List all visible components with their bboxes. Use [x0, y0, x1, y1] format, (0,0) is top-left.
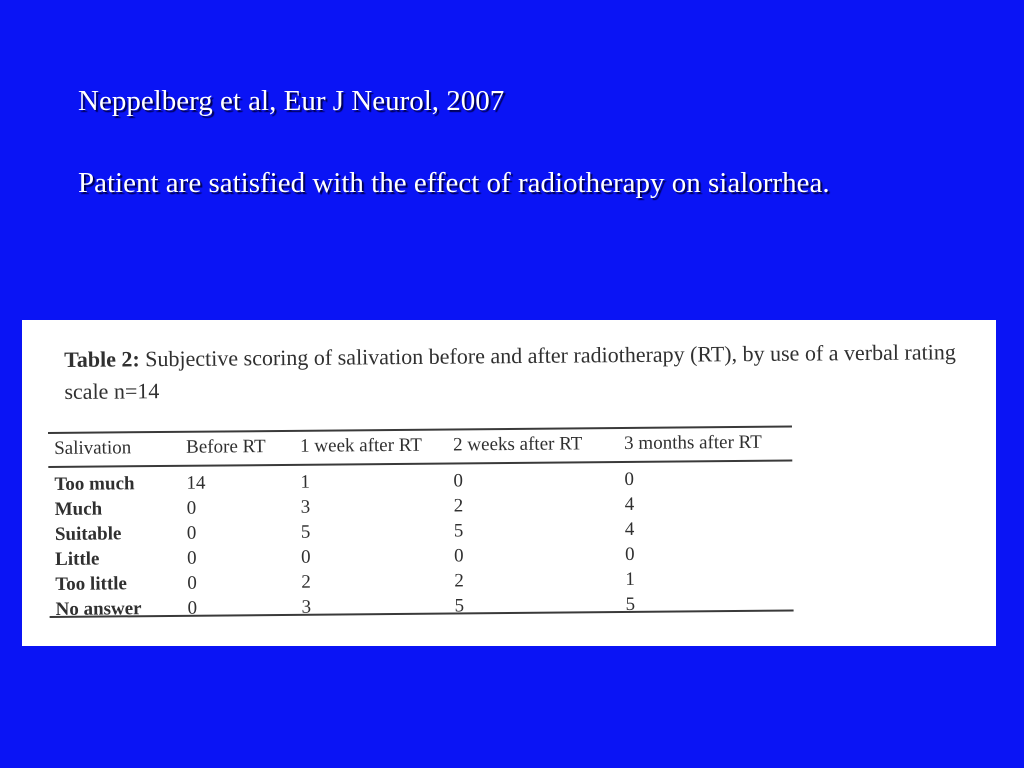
table-cell: 4 [624, 493, 635, 515]
header-col-2-weeks: 2 weeks after RT [453, 433, 583, 456]
table-cell: 4 [624, 518, 635, 540]
table-cell: 5 [454, 595, 465, 617]
row-label: Too much [54, 473, 135, 495]
table-header-rule [48, 460, 792, 468]
table-cell: 2 [301, 571, 311, 593]
table-cell: 0 [301, 546, 311, 568]
row-label: Too little [55, 573, 128, 595]
salivation-table [48, 426, 794, 622]
caption-text: Subjective scoring of salivation before and after radiotherapy (RT), by use of a verbal rating scale n=14 [64, 339, 956, 404]
table-cell: 5 [453, 520, 464, 542]
table-cell: 0 [187, 547, 197, 569]
header-col-before-rt: Before RT [186, 436, 266, 458]
table-cell: 2 [454, 570, 464, 592]
table-cell: 3 [301, 596, 312, 618]
table-cell: 0 [187, 572, 197, 594]
table-image-panel [22, 320, 996, 646]
table-cell: 0 [454, 545, 464, 567]
row-label: Little [55, 548, 100, 570]
table-cell: 0 [186, 497, 197, 519]
table-cell: 1 [625, 568, 635, 590]
table-cell: 0 [624, 543, 635, 565]
row-label: Suitable [54, 523, 122, 545]
table-cell: 0 [186, 522, 197, 544]
header-col-1-week: 1 week after RT [300, 434, 423, 457]
citation-text: Neppelberg et al, Eur J Neurol, 2007 [78, 85, 505, 117]
table-bottom-rule [50, 610, 794, 618]
table-cell: 3 [300, 496, 311, 518]
table-cell: 5 [625, 593, 636, 615]
row-label: Much [54, 498, 103, 520]
table-cell: 0 [187, 597, 198, 619]
caption-label: Table 2: [64, 346, 140, 372]
table-cell: 0 [624, 468, 635, 490]
table-caption [64, 336, 975, 408]
table-cell: 0 [453, 470, 464, 492]
table-cell: 1 [300, 471, 311, 493]
table-cell: 14 [186, 472, 206, 494]
header-col-3-months: 3 months after RT [624, 431, 762, 454]
statement-text: Patient are satisfied with the effect of radiotherapy on sialorrhea. [78, 167, 830, 199]
table-cell: 2 [453, 495, 464, 517]
header-col-salivation: Salivation [54, 437, 132, 459]
table-cell: 5 [300, 521, 311, 543]
row-label: No answer [55, 598, 142, 620]
